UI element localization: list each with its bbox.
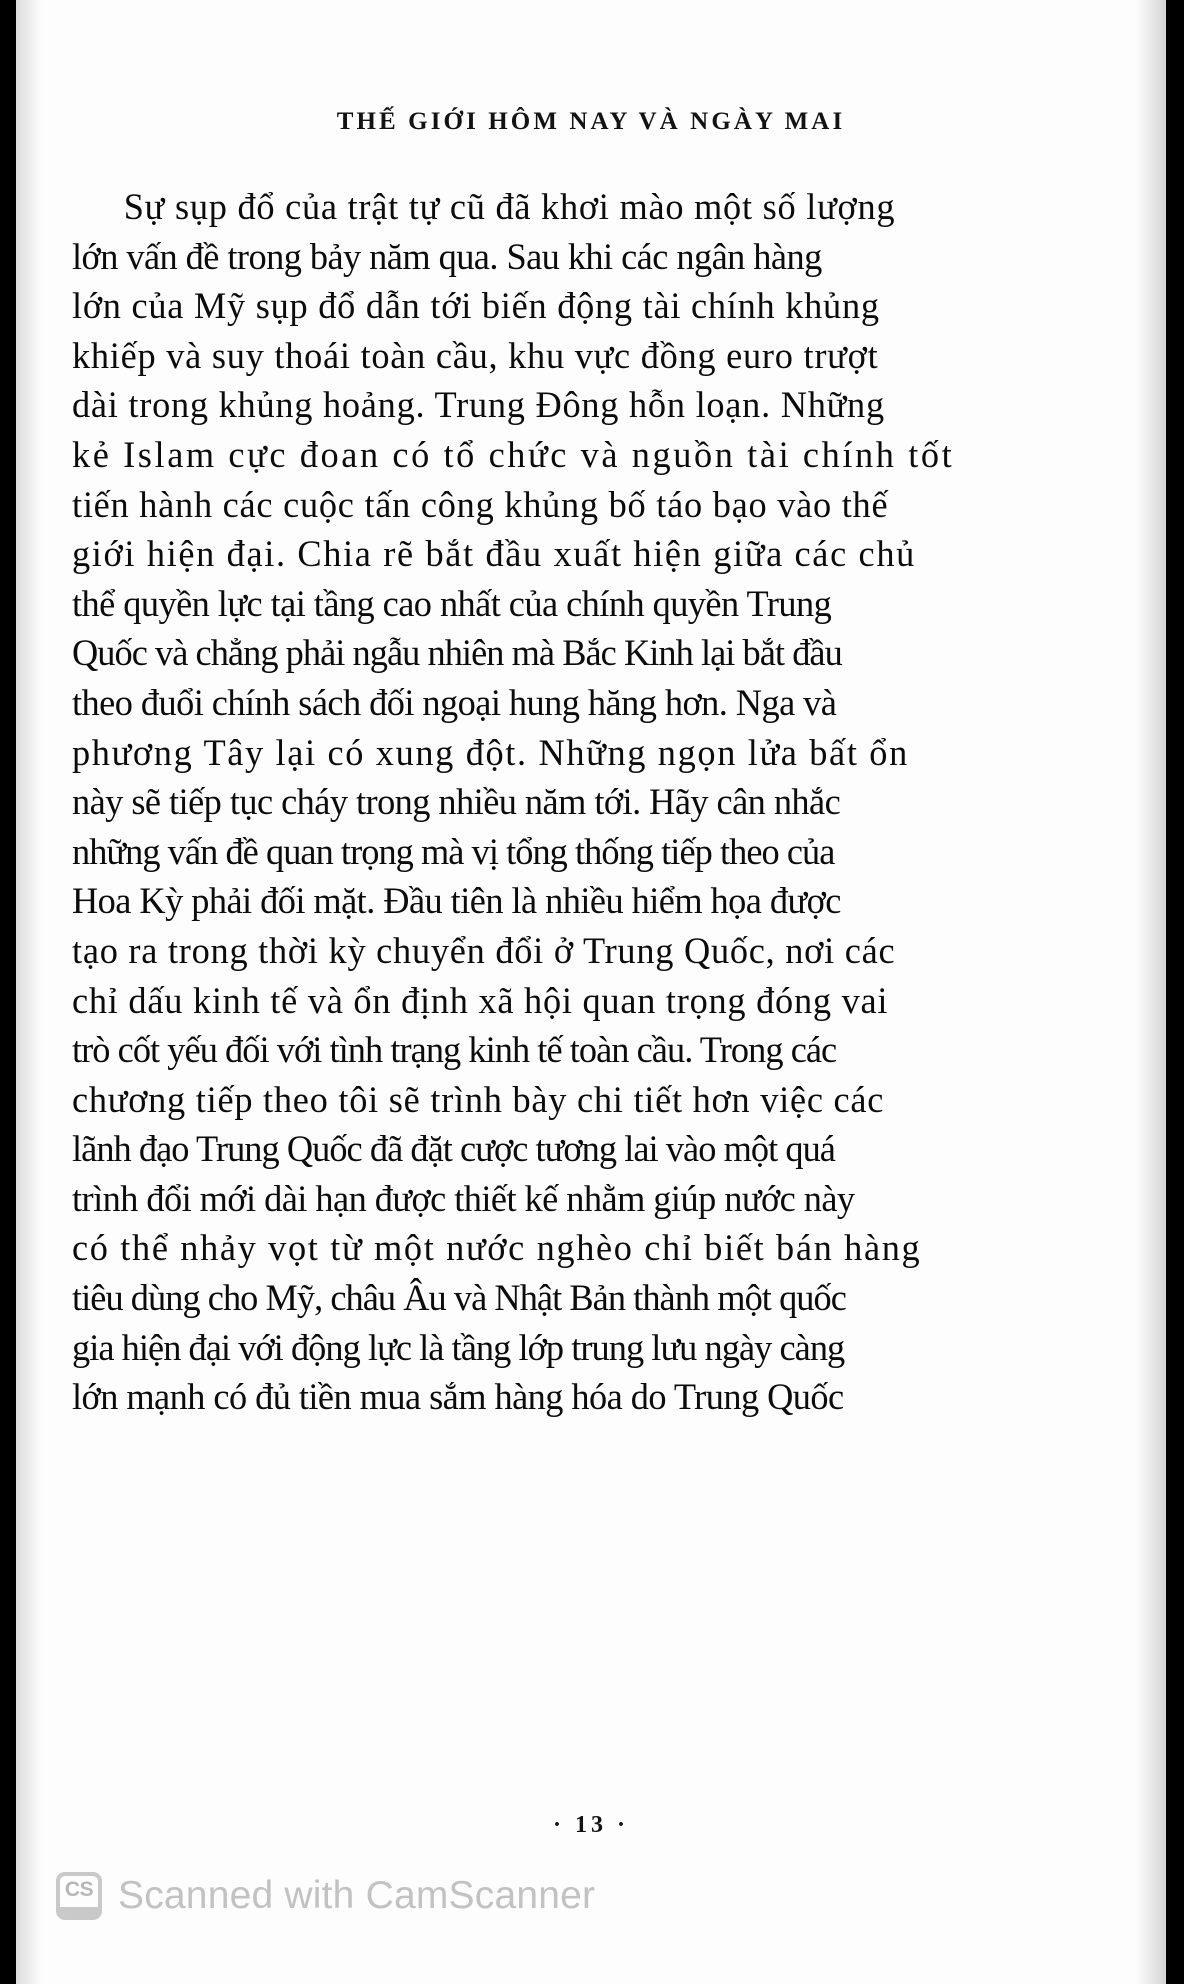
camscanner-logo-icon bbox=[56, 1872, 102, 1920]
body-line: giới hiện đại. Chia rẽ bắt đầu xuất hiện giữa các chủ bbox=[72, 533, 916, 575]
body-line: theo đuổi chính sách đối ngoại hung hăng hơn. Nga và bbox=[72, 681, 837, 723]
camscanner-logo-frame bbox=[56, 1872, 102, 1920]
body-line: tạo ra trong thời kỳ chuyển đổi ở Trung Quốc, nơi các bbox=[72, 929, 896, 971]
body-line: chương tiếp theo tôi sẽ trình bày chi tiết hơn việc các bbox=[72, 1078, 885, 1120]
body-line: lớn của Mỹ sụp đổ dẫn tới biến động tài chính khủng bbox=[72, 285, 880, 327]
body-line: phương Tây lại có xung đột. Những ngọn lửa bất ổn bbox=[72, 731, 909, 773]
page-number: · 13 · bbox=[552, 1812, 629, 1838]
body-line: có thể nhảy vọt từ một nước nghèo chỉ biết bán hàng bbox=[72, 1227, 922, 1269]
body-line: gia hiện đại với động lực là tầng lớp trung lưu ngày càng bbox=[72, 1326, 845, 1368]
body-line: lớn vấn đề trong bảy năm qua. Sau khi các ngân hàng bbox=[72, 235, 822, 277]
body-line: chỉ dấu kinh tế và ổn định xã hội quan trọng đóng vai bbox=[72, 979, 889, 1021]
camscanner-logo-label: CS bbox=[64, 1878, 94, 1901]
body-line: trình đổi mới dài hạn được thiết kế nhằm giúp nước này bbox=[72, 1177, 855, 1219]
body-line: thể quyền lực tại tầng cao nhất của chính quyền Trung bbox=[72, 582, 832, 624]
body-line: này sẽ tiếp tục cháy trong nhiều năm tới. Hãy cân nhắc bbox=[72, 781, 841, 823]
body-paragraph bbox=[72, 182, 955, 1422]
scan-edge-shadow-right bbox=[1136, 0, 1166, 1984]
body-line: khiếp và suy thoái toàn cầu, khu vực đồng euro trượt bbox=[72, 334, 879, 376]
body-line: tiến hành các cuộc tấn công khủng bố táo bạo vào thế bbox=[72, 483, 889, 525]
body-line: những vấn đề quan trọng mà vị tổng thống tiếp theo của bbox=[72, 830, 835, 872]
scanned-page bbox=[16, 0, 1166, 1984]
body-line: tiêu dùng cho Mỹ, châu Âu và Nhật Bản thành một quốc bbox=[72, 1277, 846, 1319]
camscanner-watermark-label: Scanned with CamScanner bbox=[118, 1874, 596, 1917]
camscanner-watermark bbox=[56, 1872, 595, 1920]
body-line: trò cốt yếu đối với tình trạng kinh tế toàn cầu. Trong các bbox=[72, 1029, 837, 1071]
body-line: Hoa Kỳ phải đối mặt. Đầu tiên là nhiều hiểm họa được bbox=[72, 880, 841, 922]
camscanner-logo-bar bbox=[60, 1907, 98, 1916]
running-header: THẾ GIỚI HÔM NAY VÀ NGÀY MAI bbox=[336, 108, 846, 135]
body-line: dài trong khủng hoảng. Trung Đông hỗn loạn. Những bbox=[72, 384, 885, 426]
body-line: lãnh đạo Trung Quốc đã đặt cược tương lai vào một quá bbox=[72, 1128, 835, 1170]
body-line: kẻ Islam cực đoan có tổ chức và nguồn tài chính tốt bbox=[72, 433, 955, 475]
body-line: Quốc và chẳng phải ngẫu nhiên mà Bắc Kinh lại bắt đầu bbox=[72, 632, 842, 674]
body-line: Sự sụp đổ của trật tự cũ đã khơi mào một số lượng bbox=[123, 186, 896, 227]
body-line: lớn mạnh có đủ tiền mua sắm hàng hóa do Trung Quốc bbox=[72, 1376, 844, 1418]
scan-edge-shadow-left bbox=[16, 0, 42, 1984]
